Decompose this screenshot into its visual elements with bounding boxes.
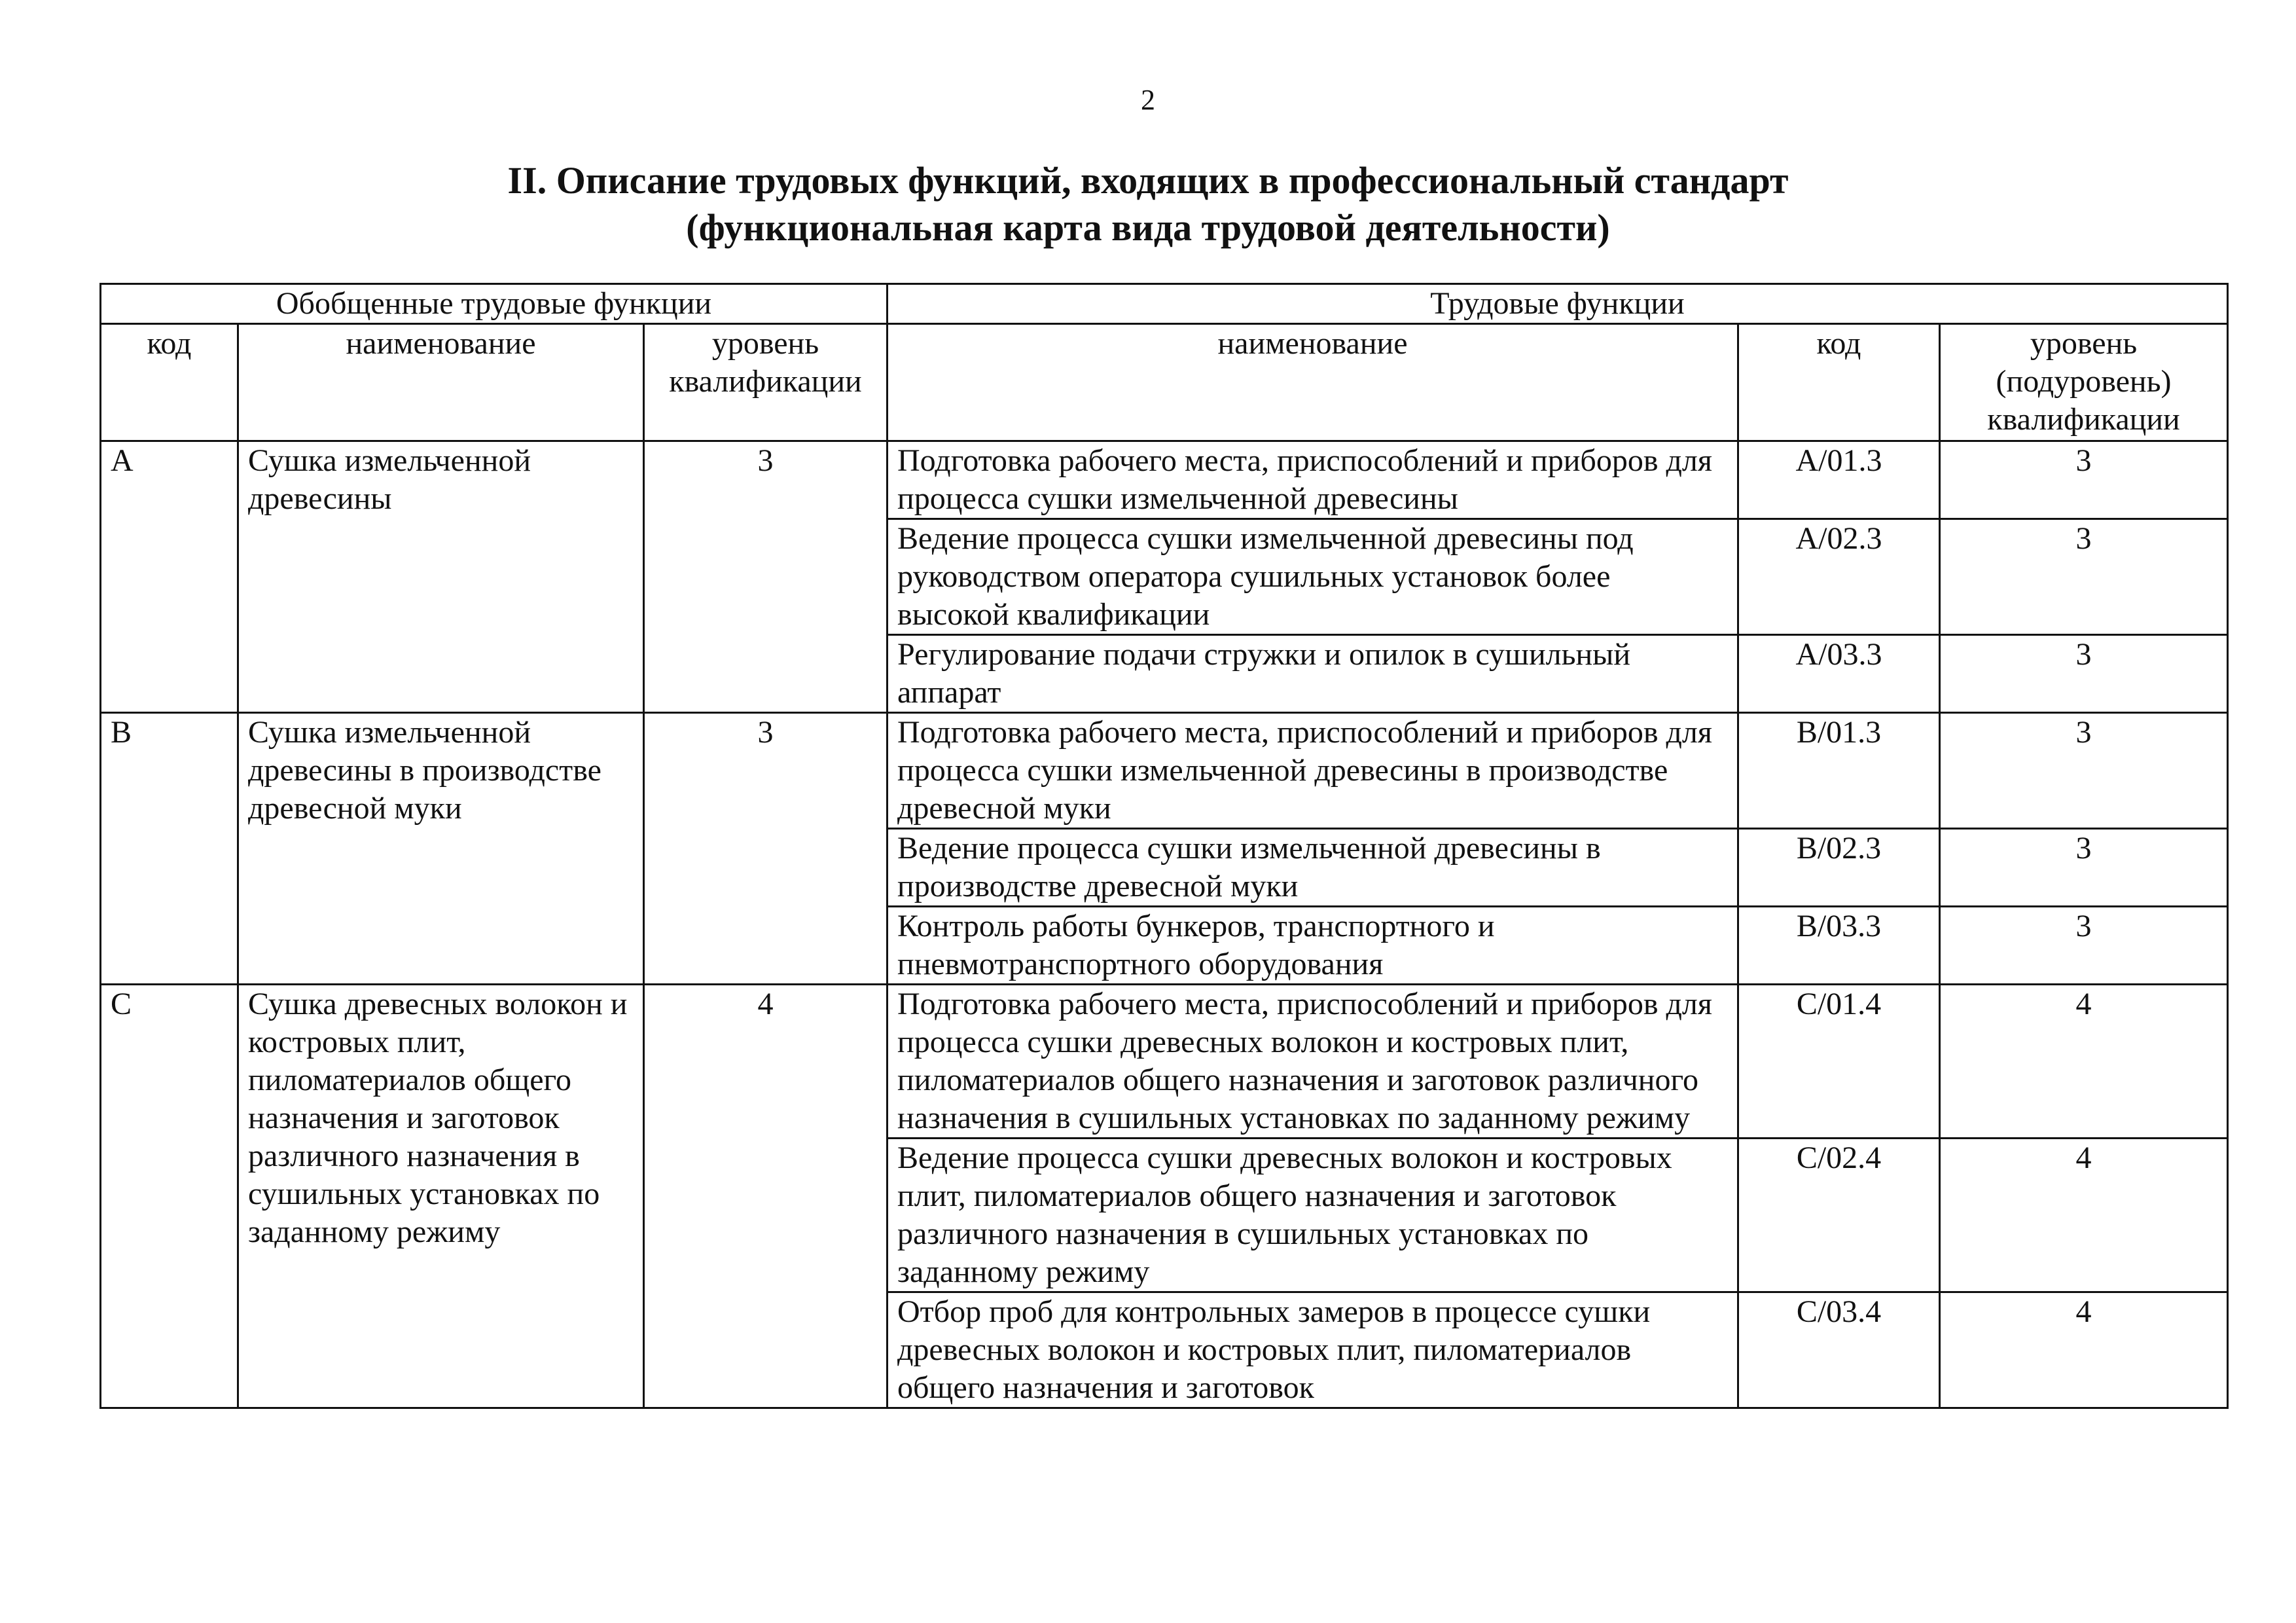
func-level-cell: 3	[1940, 519, 2228, 635]
func-level-cell: 3	[1940, 907, 2228, 985]
gen-level-cell: 3	[644, 713, 888, 985]
page-number: 2	[1141, 84, 1155, 116]
header-gen-code: код	[101, 324, 238, 441]
header-gen-level: уровень квалификации	[644, 324, 888, 441]
header-func-level: уровень (подуровень) квалификации	[1940, 324, 2228, 441]
generalized-function-group-a	[101, 441, 2228, 713]
func-code-cell: A/02.3	[1738, 519, 1940, 635]
func-level-cell: 4	[1940, 985, 2228, 1139]
page-title-line-2: (функциональная карта вида трудовой деятельности)	[686, 206, 1610, 249]
page-title-line-1: II. Описание трудовых функций, входящих в профессиональный стандарт	[507, 159, 1789, 202]
gen-name-cell: Сушка древесных волокон и костровых плит, пиломатериалов общего назначения и заготовок различного назначения в сушильных установках по заданному режиму	[238, 985, 644, 1408]
func-code-cell: C/02.4	[1738, 1139, 1940, 1292]
column-header-row	[101, 324, 2228, 441]
generalized-function-group-c	[101, 985, 2228, 1408]
gen-level-cell: 4	[644, 985, 888, 1408]
func-name-cell: Подготовка рабочего места, приспособлений и приборов для процесса сушки измельченной древесины	[888, 441, 1738, 519]
func-level-cell: 4	[1940, 1292, 2228, 1408]
table-header	[101, 284, 2228, 441]
func-name-cell: Контроль работы бункеров, транспортного и пневмотранспортного оборудования	[888, 907, 1738, 985]
func-code-cell: C/01.4	[1738, 985, 1940, 1139]
generalized-function-group-b	[101, 713, 2228, 985]
header-func-code: код	[1738, 324, 1940, 441]
gen-code-cell: A	[101, 441, 238, 713]
table-row	[101, 441, 2228, 519]
func-level-cell: 3	[1940, 713, 2228, 829]
func-name-cell: Подготовка рабочего места, приспособлений и приборов для процесса сушки древесных волокон и костровых плит, пиломатериалов общего назначения и заготовок различного назначения в сушильных установках по заданному режиму	[888, 985, 1738, 1139]
gen-level-cell: 3	[644, 441, 888, 713]
func-code-cell: B/03.3	[1738, 907, 1940, 985]
header-generalized-functions: Обобщенные трудовые функции	[101, 284, 888, 324]
table-row	[101, 713, 2228, 829]
func-code-cell: B/01.3	[1738, 713, 1940, 829]
func-code-cell: C/03.4	[1738, 1292, 1940, 1408]
header-func-name: наименование	[888, 324, 1738, 441]
gen-name-cell: Сушка измельченной древесины в производстве древесной муки	[238, 713, 644, 985]
func-name-cell: Отбор проб для контрольных замеров в процессе сушки древесных волокон и костровых плит, пиломатериалов общего назначения и заготовок	[888, 1292, 1738, 1408]
func-level-cell: 3	[1940, 441, 2228, 519]
func-name-cell: Ведение процесса сушки измельченной древесины под руководством оператора сушильных установок более высокой квалификации	[888, 519, 1738, 635]
gen-code-cell: C	[101, 985, 238, 1408]
table-row	[101, 985, 2228, 1139]
func-name-cell: Регулирование подачи стружки и опилок в сушильный аппарат	[888, 635, 1738, 713]
func-name-cell: Ведение процесса сушки измельченной древесины в производстве древесной муки	[888, 829, 1738, 907]
header-labor-functions: Трудовые функции	[888, 284, 2228, 324]
gen-name-cell: Сушка измельченной древесины	[238, 441, 644, 713]
page-title	[0, 157, 2296, 251]
func-level-cell: 4	[1940, 1139, 2228, 1292]
functional-map-table	[99, 283, 2229, 1409]
func-level-cell: 3	[1940, 829, 2228, 907]
header-gen-name: наименование	[238, 324, 644, 441]
group-header-row	[101, 284, 2228, 324]
func-name-cell: Подготовка рабочего места, приспособлений и приборов для процесса сушки измельченной древесины в производстве древесной муки	[888, 713, 1738, 829]
func-code-cell: B/02.3	[1738, 829, 1940, 907]
func-name-cell: Ведение процесса сушки древесных волокон и костровых плит, пиломатериалов общего назначения и заготовок различного назначения в сушильных установках по заданному режиму	[888, 1139, 1738, 1292]
gen-code-cell: B	[101, 713, 238, 985]
func-code-cell: A/01.3	[1738, 441, 1940, 519]
func-code-cell: A/03.3	[1738, 635, 1940, 713]
func-level-cell: 3	[1940, 635, 2228, 713]
